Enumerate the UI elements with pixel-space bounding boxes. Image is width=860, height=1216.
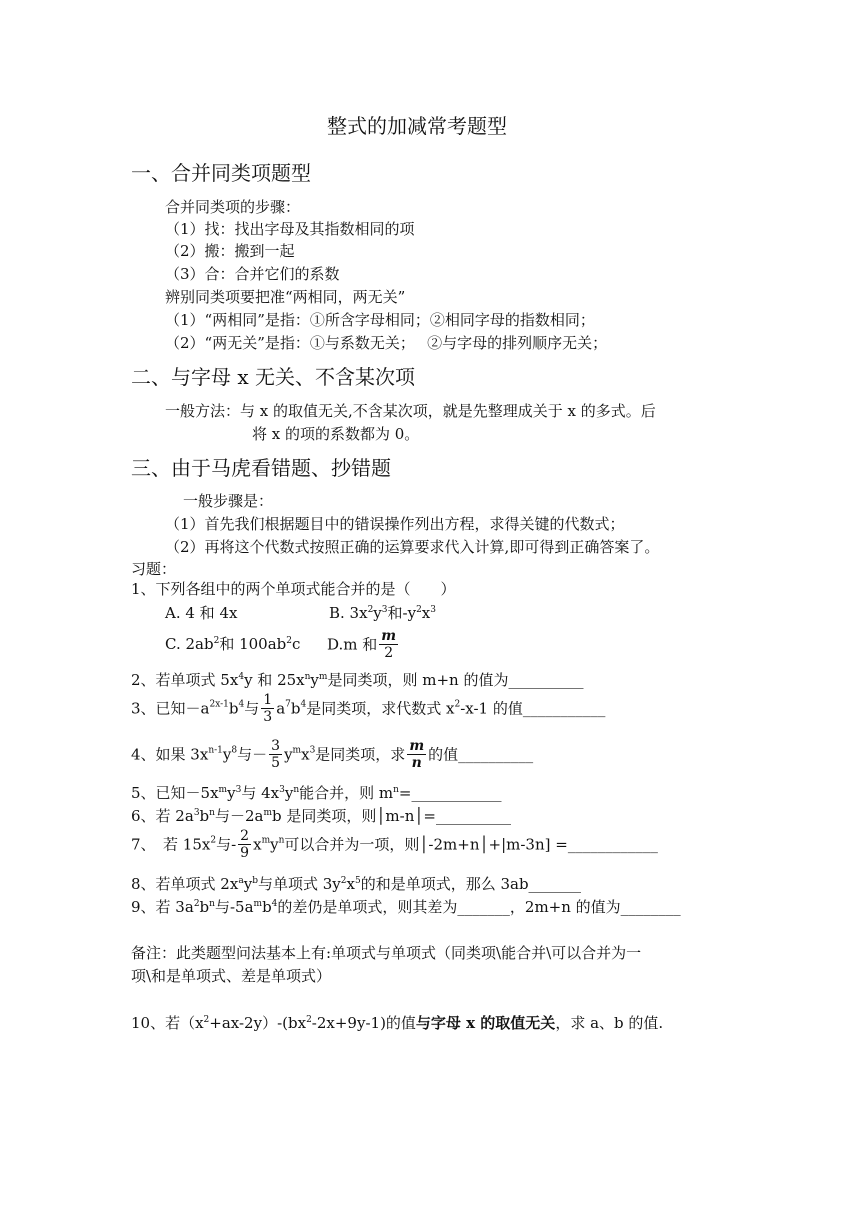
s3-steps-intro: 一般步骤是：	[183, 492, 274, 510]
exercises-label: 习题：	[131, 560, 177, 578]
section-2-heading: 二、与字母 x 无关、不含某次项	[131, 365, 415, 389]
q1-option-d: D.m 和 $\frac{m}{2}$	[327, 628, 397, 661]
s1-rule-2: （2）“两无关”是指：①与系数无关； ②与字母的排列顺序无关；	[165, 334, 608, 352]
q1-stem: 1、下列各组中的两个单项式能合并的是（ ）	[131, 580, 456, 598]
q4: 4、如果 $3x^{n-1}y^8$与－ $\frac{3}{5}$ $y^mx^3$是同类项，求 $\frac{m}{n}$ 的值__________	[131, 738, 534, 771]
s1-rule-1: （1）“两相同”是指：①所含字母相同；②相同字母的指数相同；	[165, 311, 595, 329]
q10: 10、若$(x^2+ax-2y)-(bx^2-2x+9y-1)$的值与字母 x 的取值无关，求 a、b 的值.	[131, 1014, 664, 1032]
section-3-heading: 三、由于马虎看错题、抄错题	[131, 456, 391, 480]
q1-option-a: A. 4 和 4x	[165, 604, 238, 622]
q4-fraction-2: $\frac{m}{n}$	[409, 738, 425, 771]
q8: 8、若单项式 $2x^ay^b$与单项式 $3y^2x^5$的和是单项式，那么 3ab_______	[131, 875, 582, 893]
q2: 2、若单项式 $5x^4y$ 和 $25x^ny^m$是同类项，则 m+n 的值为__________	[131, 671, 584, 689]
section-1-heading: 一、合并同类项题型	[131, 161, 311, 185]
q1-d-fraction: $\frac{m}{2}$	[381, 628, 397, 661]
q1-option-c: C. $2ab^2$和 $100ab^2c$	[165, 635, 301, 653]
s3-step-1: （1）首先我们根据题目中的错误操作列出方程，求得关键的代数式；	[165, 515, 625, 533]
s1-steps-intro: 合并同类项的步骤：	[165, 198, 301, 216]
note-line-2: 项\和是单项式、差是单项式）	[131, 967, 332, 985]
q1-option-b: B. $3x^2y^3$和$-y^2x^3$	[329, 604, 436, 622]
q9: 9、若 $3a^2b^n$与$-5a^mb^4$的差仍是单项式，则其差为_______，2m+n 的值为________	[131, 898, 681, 916]
q5: 5、已知$-5x^my^3$与 $4x^3y^n$能合并，则 $m^n=\_\_\_\_\_\_\_\_\_\_\_\_$	[131, 784, 502, 802]
s2-method-line-1: 一般方法：与 x 的取值无关,不含某次项，就是先整理成关于 x 的多式。后	[165, 402, 656, 420]
note-line-1: 备注：此类题型问法基本上有:单项式与单项式（同类项\能合并\可以合并为一	[131, 944, 642, 962]
s1-step-3: （3）合：合并它们的系数	[165, 265, 340, 283]
q6: 6、若 $2a^3b^n$与$-2a^mb$ 是同类项，则│m-n│=__________	[131, 807, 511, 825]
q3-fraction: $\frac{1}{3}$	[263, 692, 273, 725]
q7-fraction: $\frac{2}{9}$	[240, 828, 250, 861]
q4-fraction-1: $\frac{3}{5}$	[271, 738, 281, 771]
q3: 3、已知$-a^{2x-1}b^4$与 $\frac{1}{3}$ $a^7b^4$是同类项，求代数式 $x^2-x-1$ 的值___________	[131, 692, 606, 725]
s1-step-2: （2）搬：搬到一起	[165, 242, 295, 260]
q7: 7、 若 $15x^2$与- $\frac{2}{9}$ $x^my^n$可以合并为一项，则│-2m+n│+|m-3n] =____________	[131, 828, 658, 861]
s3-step-2: （2）再将这个代数式按照正确的运算要求代入计算,即可得到正确答案了。	[165, 538, 660, 556]
page-title: 整式的加减常考题型	[327, 114, 507, 138]
s2-method-line-2: 将 x 的项的系数都为 0。	[252, 425, 420, 443]
s1-rule: 辨别同类项要把准“两相同，两无关”	[165, 288, 406, 306]
s1-step-1: （1）找：找出字母及其指数相同的项	[165, 220, 415, 238]
